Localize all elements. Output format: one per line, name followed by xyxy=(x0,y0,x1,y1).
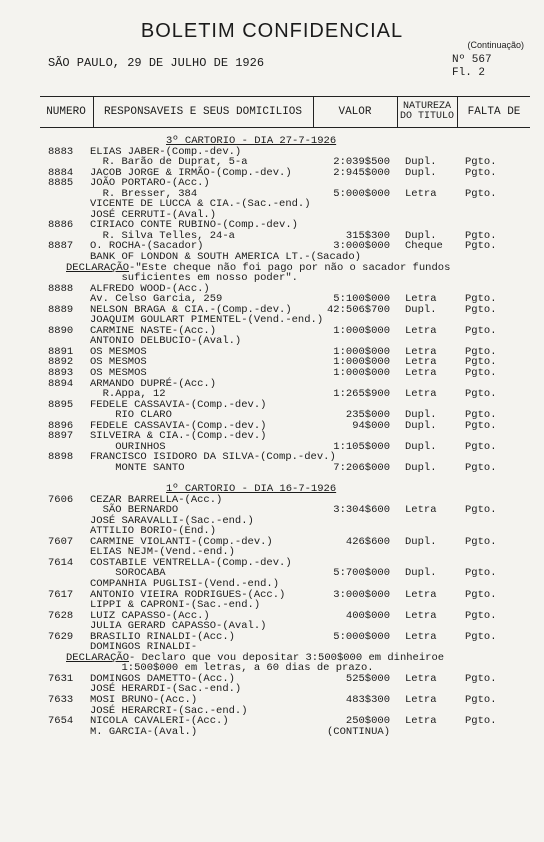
amount: 7:206$000 xyxy=(333,461,390,474)
party-name: SÃO BERNARDO xyxy=(90,504,179,517)
amount: 2:039$500 xyxy=(333,156,390,169)
record-number: 8887 xyxy=(48,240,74,253)
amount: 94$000 xyxy=(352,419,390,432)
amount: 3:304$600 xyxy=(333,504,390,517)
table-row xyxy=(0,379,544,390)
col-natureza: NATUREZA DO TITULO xyxy=(399,101,454,122)
party-name: SOROCABA xyxy=(90,567,166,580)
title-type: Letra xyxy=(405,388,437,401)
title-type: Letra xyxy=(405,187,437,200)
record-number: 8884 xyxy=(48,166,74,179)
amount: 1:000$000 xyxy=(333,367,390,380)
protest-reason: Pgto. xyxy=(465,166,497,179)
protest-reason: Pgto. xyxy=(465,588,497,601)
protest-reason: Pgto. xyxy=(465,303,497,316)
record-number: 8896 xyxy=(48,419,74,432)
protest-reason: Pgto. xyxy=(465,345,497,358)
table-row xyxy=(0,231,544,242)
record-number: 8891 xyxy=(48,345,74,358)
declaration-key: DECLARAÇÃO xyxy=(66,651,130,664)
table-row xyxy=(0,273,544,284)
party-name: ATTILIO BORIO-(End.) xyxy=(90,525,217,538)
amount: 315$300 xyxy=(345,229,390,242)
table-row xyxy=(0,611,544,622)
protest-reason: Pgto. xyxy=(465,715,497,728)
party-name: R. Silva Telles, 24-a xyxy=(90,229,235,242)
title-type: Dupl. xyxy=(405,461,437,474)
col-responsaveis: RESPONSAVEIS E SEUS DOMICILIOS xyxy=(103,106,303,118)
amount: 400$000 xyxy=(345,609,390,622)
record-number: 8886 xyxy=(48,219,74,232)
party-name: JOÃO PORTARO-(Acc.) xyxy=(90,177,210,190)
record-number: 8888 xyxy=(48,282,74,295)
title-type: Dupl. xyxy=(405,567,437,580)
table-row xyxy=(0,147,544,158)
title-type: Dupl. xyxy=(405,229,437,242)
party-name: JACOB JORGE & IRMÃO-(Comp.-dev.) xyxy=(90,166,292,179)
record-number: 8894 xyxy=(48,377,74,390)
title-type: Dupl. xyxy=(405,303,437,316)
table-row xyxy=(0,452,544,463)
table-row xyxy=(0,400,544,411)
party-name: FRANCISCO ISIDORO DA SILVA-(Comp.-dev.) xyxy=(90,451,336,464)
amount: 5:000$000 xyxy=(333,187,390,200)
amount: 2:945$000 xyxy=(333,166,390,179)
table-row xyxy=(0,389,544,400)
party-name: suficientes em nosso poder". xyxy=(90,272,298,285)
protest-reason: Pgto. xyxy=(465,156,497,169)
protest-reason: Pgto. xyxy=(465,187,497,200)
protest-reason: Pgto. xyxy=(465,504,497,517)
document-title: BOLETIM CONFIDENCIAL xyxy=(140,20,404,42)
protest-reason: Pgto. xyxy=(465,440,497,453)
protest-reason: Pgto. xyxy=(465,630,497,643)
party-name: CARMINE VIOLANTI-(Comp.-dev.) xyxy=(90,535,273,548)
title-type: Dupl. xyxy=(405,409,437,422)
amount: 1:000$000 xyxy=(333,324,390,337)
protest-reason: Pgto. xyxy=(465,240,497,253)
record-number: 7633 xyxy=(48,693,74,706)
protest-reason: Pgto. xyxy=(465,367,497,380)
table-row xyxy=(0,600,544,611)
record-number: 8883 xyxy=(48,145,74,158)
title-type: Cheque xyxy=(405,240,443,253)
title-type: Dupl. xyxy=(405,419,437,432)
record-number: 8898 xyxy=(48,451,74,464)
record-number: 7614 xyxy=(48,556,74,569)
party-name: CIRIACO CONTE RUBINO-(Comp.-dev.) xyxy=(90,219,298,232)
record-number: 8892 xyxy=(48,356,74,369)
protest-reason: Pgto. xyxy=(465,535,497,548)
party-name: COSTABILE VENTRELLA-(Comp.-dev.) xyxy=(90,556,292,569)
record-number: 8895 xyxy=(48,398,74,411)
table-row xyxy=(0,431,544,442)
table-row xyxy=(0,632,544,643)
amount: 1:265$900 xyxy=(333,388,390,401)
party-name: Av. Celso Garcia, 259 xyxy=(90,293,223,306)
party-name: OURINHOS xyxy=(90,440,166,453)
party-name: BRASILIO RINALDI-(Acc.) xyxy=(90,630,235,643)
table-header xyxy=(40,96,530,128)
table-row xyxy=(0,558,544,569)
record-number: 7631 xyxy=(48,672,74,685)
party-name: SILVEIRA & CIA.-(Comp.-dev.) xyxy=(90,430,267,443)
protest-reason: Pgto. xyxy=(465,567,497,580)
amount: 3:000$000 xyxy=(333,240,390,253)
amount: 5:700$000 xyxy=(333,567,390,580)
protest-list xyxy=(0,136,544,737)
record-number: 7629 xyxy=(48,630,74,643)
party-name: ANTONIO VIEIRA RODRIGUES-(Acc.) xyxy=(90,588,286,601)
party-name: RIO CLARO xyxy=(90,409,172,422)
title-type: Letra xyxy=(405,693,437,706)
party-name: JOSÉ HERARDI-(Sac.-end.) xyxy=(90,683,242,696)
record-number: 8897 xyxy=(48,430,74,443)
protest-reason: Pgto. xyxy=(465,388,497,401)
party-name: ELIAS JABER-(Comp.-dev.) xyxy=(90,145,242,158)
title-type: Dupl. xyxy=(405,440,437,453)
section-title: 1º CARTORIO - DIA 16-7-1926 xyxy=(166,483,337,496)
table-row xyxy=(0,463,544,474)
party-name: OS MESMOS xyxy=(90,367,147,380)
table-row xyxy=(0,695,544,706)
party-name: MOSI BRUNO-(Acc.) xyxy=(90,693,198,706)
party-name: VICENTE DE LUCCA & CIA.-(Sac.-end.) xyxy=(90,198,311,211)
bulletin-number-block xyxy=(452,54,492,80)
table-row xyxy=(0,663,544,674)
party-name: NELSON BRAGA & CIA.-(Comp.-dev.) xyxy=(90,303,292,316)
col-numero: NUMERO xyxy=(46,106,86,118)
protest-reason: Pgto. xyxy=(465,324,497,337)
party-name: ARMANDO DUPRÉ-(Acc.) xyxy=(90,377,217,390)
title-type: Letra xyxy=(405,324,437,337)
table-row xyxy=(0,727,544,738)
party-name: MONTE SANTO xyxy=(90,461,185,474)
record-number: 8885 xyxy=(48,177,74,190)
amount: (CONTINUA) xyxy=(326,725,390,738)
party-name: LUIZ CAPASSO-(Acc.) xyxy=(90,609,210,622)
party-name: FEDELE CASSAVIA-(Comp.-dev.) xyxy=(90,419,267,432)
table-row xyxy=(0,368,544,379)
amount: 1:000$000 xyxy=(333,356,390,369)
title-type: Dupl. xyxy=(405,156,437,169)
record-number: 8893 xyxy=(48,367,74,380)
protest-reason: Pgto. xyxy=(465,419,497,432)
amount: 42:506$700 xyxy=(326,303,390,316)
party-name: JOSÉ SARAVALLI-(Sac.-end.) xyxy=(90,514,254,527)
table-row xyxy=(0,178,544,189)
title-type: Letra xyxy=(405,588,437,601)
title-type: Letra xyxy=(405,630,437,643)
protest-reason: Pgto. xyxy=(465,229,497,242)
section-title: 3º CARTORIO - DIA 27-7-1926 xyxy=(166,135,337,147)
amount: 1:000$000 xyxy=(333,345,390,358)
record-number: 7628 xyxy=(48,609,74,622)
party-name: ELIAS NEJM-(Vend.-end.) xyxy=(90,546,235,559)
table-row xyxy=(0,410,544,421)
table-row xyxy=(0,357,544,368)
record-number: 7606 xyxy=(48,493,74,506)
amount: 250$000 xyxy=(345,715,390,728)
section-heading xyxy=(0,484,544,495)
protest-reason: Pgto. xyxy=(465,609,497,622)
party-name: JULIA GERARD CAPASSO-(Aval.) xyxy=(90,620,267,633)
table-row xyxy=(0,621,544,632)
table-row xyxy=(0,199,544,210)
title-type: Letra xyxy=(405,609,437,622)
amount: 426$600 xyxy=(345,535,390,548)
title-type: Letra xyxy=(405,367,437,380)
title-type: Dupl. xyxy=(405,535,437,548)
declaration-text: DECLARAÇÃO-"Este cheque não foi pago por não o sacador fundos xyxy=(66,261,451,274)
table-row xyxy=(0,326,544,337)
section-heading xyxy=(0,136,544,147)
table-row xyxy=(0,421,544,432)
table-row xyxy=(0,347,544,358)
table-row xyxy=(0,579,544,590)
party-name: FEDELE CASSAVIA-(Comp.-dev.) xyxy=(90,398,267,411)
table-row xyxy=(0,516,544,527)
title-type: Letra xyxy=(405,715,437,728)
col-falta: FALTA DE xyxy=(467,106,521,118)
amount: 5:100$000 xyxy=(333,293,390,306)
party-name: JOSÉ HERARCRI-(Sac.-end.) xyxy=(90,704,248,717)
continuation-label: (Continuação) xyxy=(467,40,524,50)
table-row xyxy=(0,505,544,516)
protest-reason: Pgto. xyxy=(465,293,497,306)
record-number: 8890 xyxy=(48,324,74,337)
sheet-number: Fl. 2 xyxy=(452,67,486,79)
amount: 483$300 xyxy=(345,693,390,706)
party-name: ANTONIO DELBUCIO-(Aval.) xyxy=(90,335,242,348)
title-type: Letra xyxy=(405,293,437,306)
party-name: CEZAR BARRELLA-(Acc.) xyxy=(90,493,223,506)
party-name: DOMINGOS RINALDI- xyxy=(90,641,198,654)
table-row xyxy=(0,716,544,727)
party-name: DOMINGOS DAMETTO-(Acc.) xyxy=(90,672,235,685)
party-name: CARMINE NASTE-(Acc.) xyxy=(90,324,217,337)
col-valor: VALOR xyxy=(338,106,372,118)
title-type: Letra xyxy=(405,504,437,517)
table-row xyxy=(0,706,544,717)
declaration-text: DECLARAÇÃO- Declaro que vou depositar 3:500$000 em dinheiroe xyxy=(66,651,445,664)
party-name: R. Barão de Duprat, 5-a xyxy=(90,156,248,169)
place-date: SÃO PAULO, 29 DE JULHO DE 1926 xyxy=(48,56,265,70)
table-row xyxy=(0,220,544,231)
party-name: O. ROCHA-(Sacador) xyxy=(90,240,204,253)
table-row xyxy=(0,495,544,506)
table-row xyxy=(0,284,544,295)
protest-reason: Pgto. xyxy=(465,356,497,369)
party-name: R. Bresser, 384 xyxy=(90,187,198,200)
bulletin-number: Nº 567 xyxy=(452,54,492,66)
amount: 1:105$000 xyxy=(333,440,390,453)
table-row xyxy=(0,674,544,685)
table-row xyxy=(0,590,544,601)
declaration-key: DECLARAÇÃO xyxy=(66,261,130,274)
table-row xyxy=(0,315,544,326)
protest-reason: Pgto. xyxy=(465,693,497,706)
table-row xyxy=(0,168,544,179)
title-type: Dupl. xyxy=(405,166,437,179)
party-name: ALFREDO WOOD-(Acc.) xyxy=(90,282,210,295)
party-name: BANK OF LONDON & SOUTH AMERICA LT.-(Sacado) xyxy=(90,251,361,264)
amount: 235$000 xyxy=(345,409,390,422)
amount: 525$000 xyxy=(345,672,390,685)
party-name: OS MESMOS xyxy=(90,356,147,369)
table-row xyxy=(0,684,544,695)
table-row xyxy=(0,537,544,548)
party-name: OS MESMOS xyxy=(90,345,147,358)
title-type: Letra xyxy=(405,345,437,358)
title-type: Letra xyxy=(405,356,437,369)
protest-reason: Pgto. xyxy=(465,409,497,422)
party-name: LIPPI & CAPRONI-(Sac.-end.) xyxy=(90,599,261,612)
party-name: NICOLA CAVALERI-(Acc.) xyxy=(90,715,229,728)
party-name: JOAQUIM GOULART PIMENTEL-(Vend.-end.) xyxy=(90,314,324,327)
party-name: JOSÉ CERRUTI-(Aval.) xyxy=(90,208,217,221)
title-type: Letra xyxy=(405,672,437,685)
record-number: 7617 xyxy=(48,588,74,601)
protest-reason: Pgto. xyxy=(465,672,497,685)
party-name: M. GARCIA-(Aval.) xyxy=(90,725,198,738)
record-number: 7607 xyxy=(48,535,74,548)
party-name: R.Appa, 12 xyxy=(90,388,166,401)
amount: 3:000$000 xyxy=(333,588,390,601)
protest-reason: Pgto. xyxy=(465,461,497,474)
table-row xyxy=(0,336,544,347)
record-number: 8889 xyxy=(48,303,74,316)
party-name: 1:500$000 em letras, a 60 dias de prazo. xyxy=(90,662,374,675)
record-number: 7654 xyxy=(48,715,74,728)
party-name: COMPANHIA PUGLISI-(Vend.-end.) xyxy=(90,577,280,590)
amount: 5:000$000 xyxy=(333,630,390,643)
